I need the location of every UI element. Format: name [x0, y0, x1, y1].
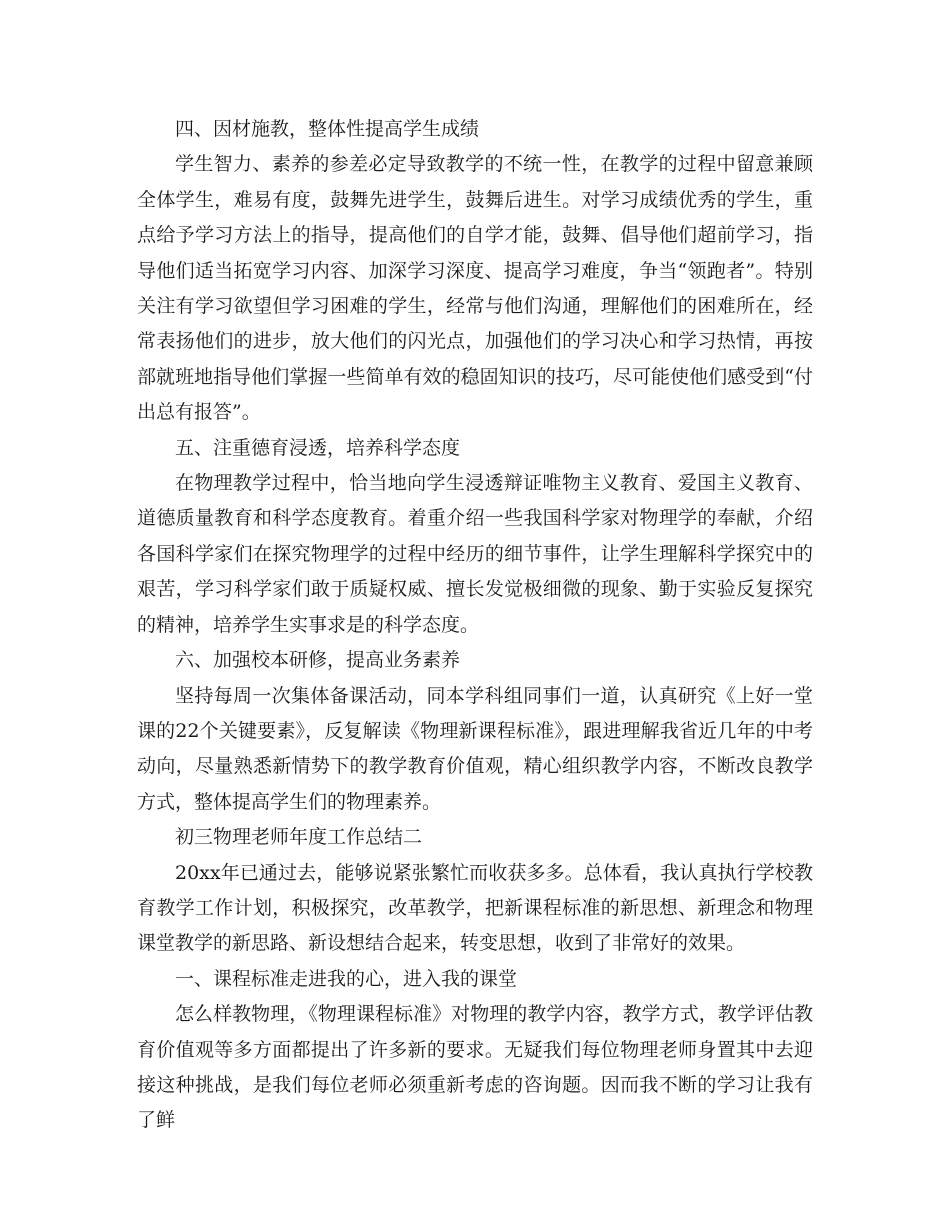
paragraph: 在物理教学过程中，恰当地向学生浸透辩证唯物主义教育、爱国主义教育、道德质量教育和科学态度教育。着重介绍一些我国科学家对物理学的奉献，介绍各国科学家们在探究物理学的过程中经历的细节事件，让学生理解科学探究中的艰苦，学习科学家们敢于质疑权威、擅长发觉极细微的现象、勤于实验反复探究的精神，培养学生实事求是的科学态度。	[137, 472, 813, 636]
document-body	[137, 112, 813, 1139]
paragraph: 学生智力、素养的参差必定导致教学的不统一性，在教学的过程中留意兼顾全体学生，难易有度，鼓舞先进学生，鼓舞后进生。对学习成绩优秀的学生，重点给予学习方法上的指导，提高他们的自学才能，鼓舞、倡导他们超前学习，指导他们适当拓宽学习内容、加深学习深度、提高学习难度，争当“领跑者”。特别关注有学习欲望但学习困难的学生，经常与他们沟通，理解他们的困难所在，经常表扬他们的进步，放大他们的闪光点，加强他们的学习决心和学习热情，再按部就班地指导他们掌握一些简单有效的稳固知识的技巧，尽可能使他们感受到“付出总有报答”。	[137, 153, 813, 424]
document-subtitle: 初三物理老师年度工作总结二	[175, 826, 423, 849]
paragraph: 怎么样教物理，《物理课程标准》对物理的教学内容，教学方式，教学评估教育价值观等多方面都提出了许多新的要求。无疑我们每位物理老师身置其中去迎接这种挑战，是我们每位老师必须重新考虑的咨询题。因而我不断的学习让我有了鲜	[137, 1003, 813, 1132]
paragraph: 20xx年已通过去，能够说紧张繁忙而收获多多。总体看，我认真执行学校教育教学工作计划，积极探究，改革教学，把新课程标准的新思想、新理念和物理课堂教学的新思路、新设想结合起来，转变思想，收到了非常好的效果。	[137, 861, 813, 955]
section-heading-5: 五、注重德育浸透，培养科学态度	[175, 436, 461, 459]
section-heading-6: 六、加强校本研修，提高业务素养	[175, 649, 461, 672]
paragraph: 坚持每周一次集体备课活动，同本学科组同事们一道，认真研究《上好一堂课的22个关键要素》，反复解读《物理新课程标准》，跟进理解我省近几年的中考动向，尽量熟悉新情势下的教学教育价值观，精心组织教学内容，不断改良教学方式，整体提高学生们的物理素养。	[137, 684, 813, 813]
section-heading-1: 一、课程标准走进我的心，进入我的课堂	[175, 967, 518, 990]
section-heading-4: 四、因材施教，整体性提高学生成绩	[175, 118, 480, 140]
